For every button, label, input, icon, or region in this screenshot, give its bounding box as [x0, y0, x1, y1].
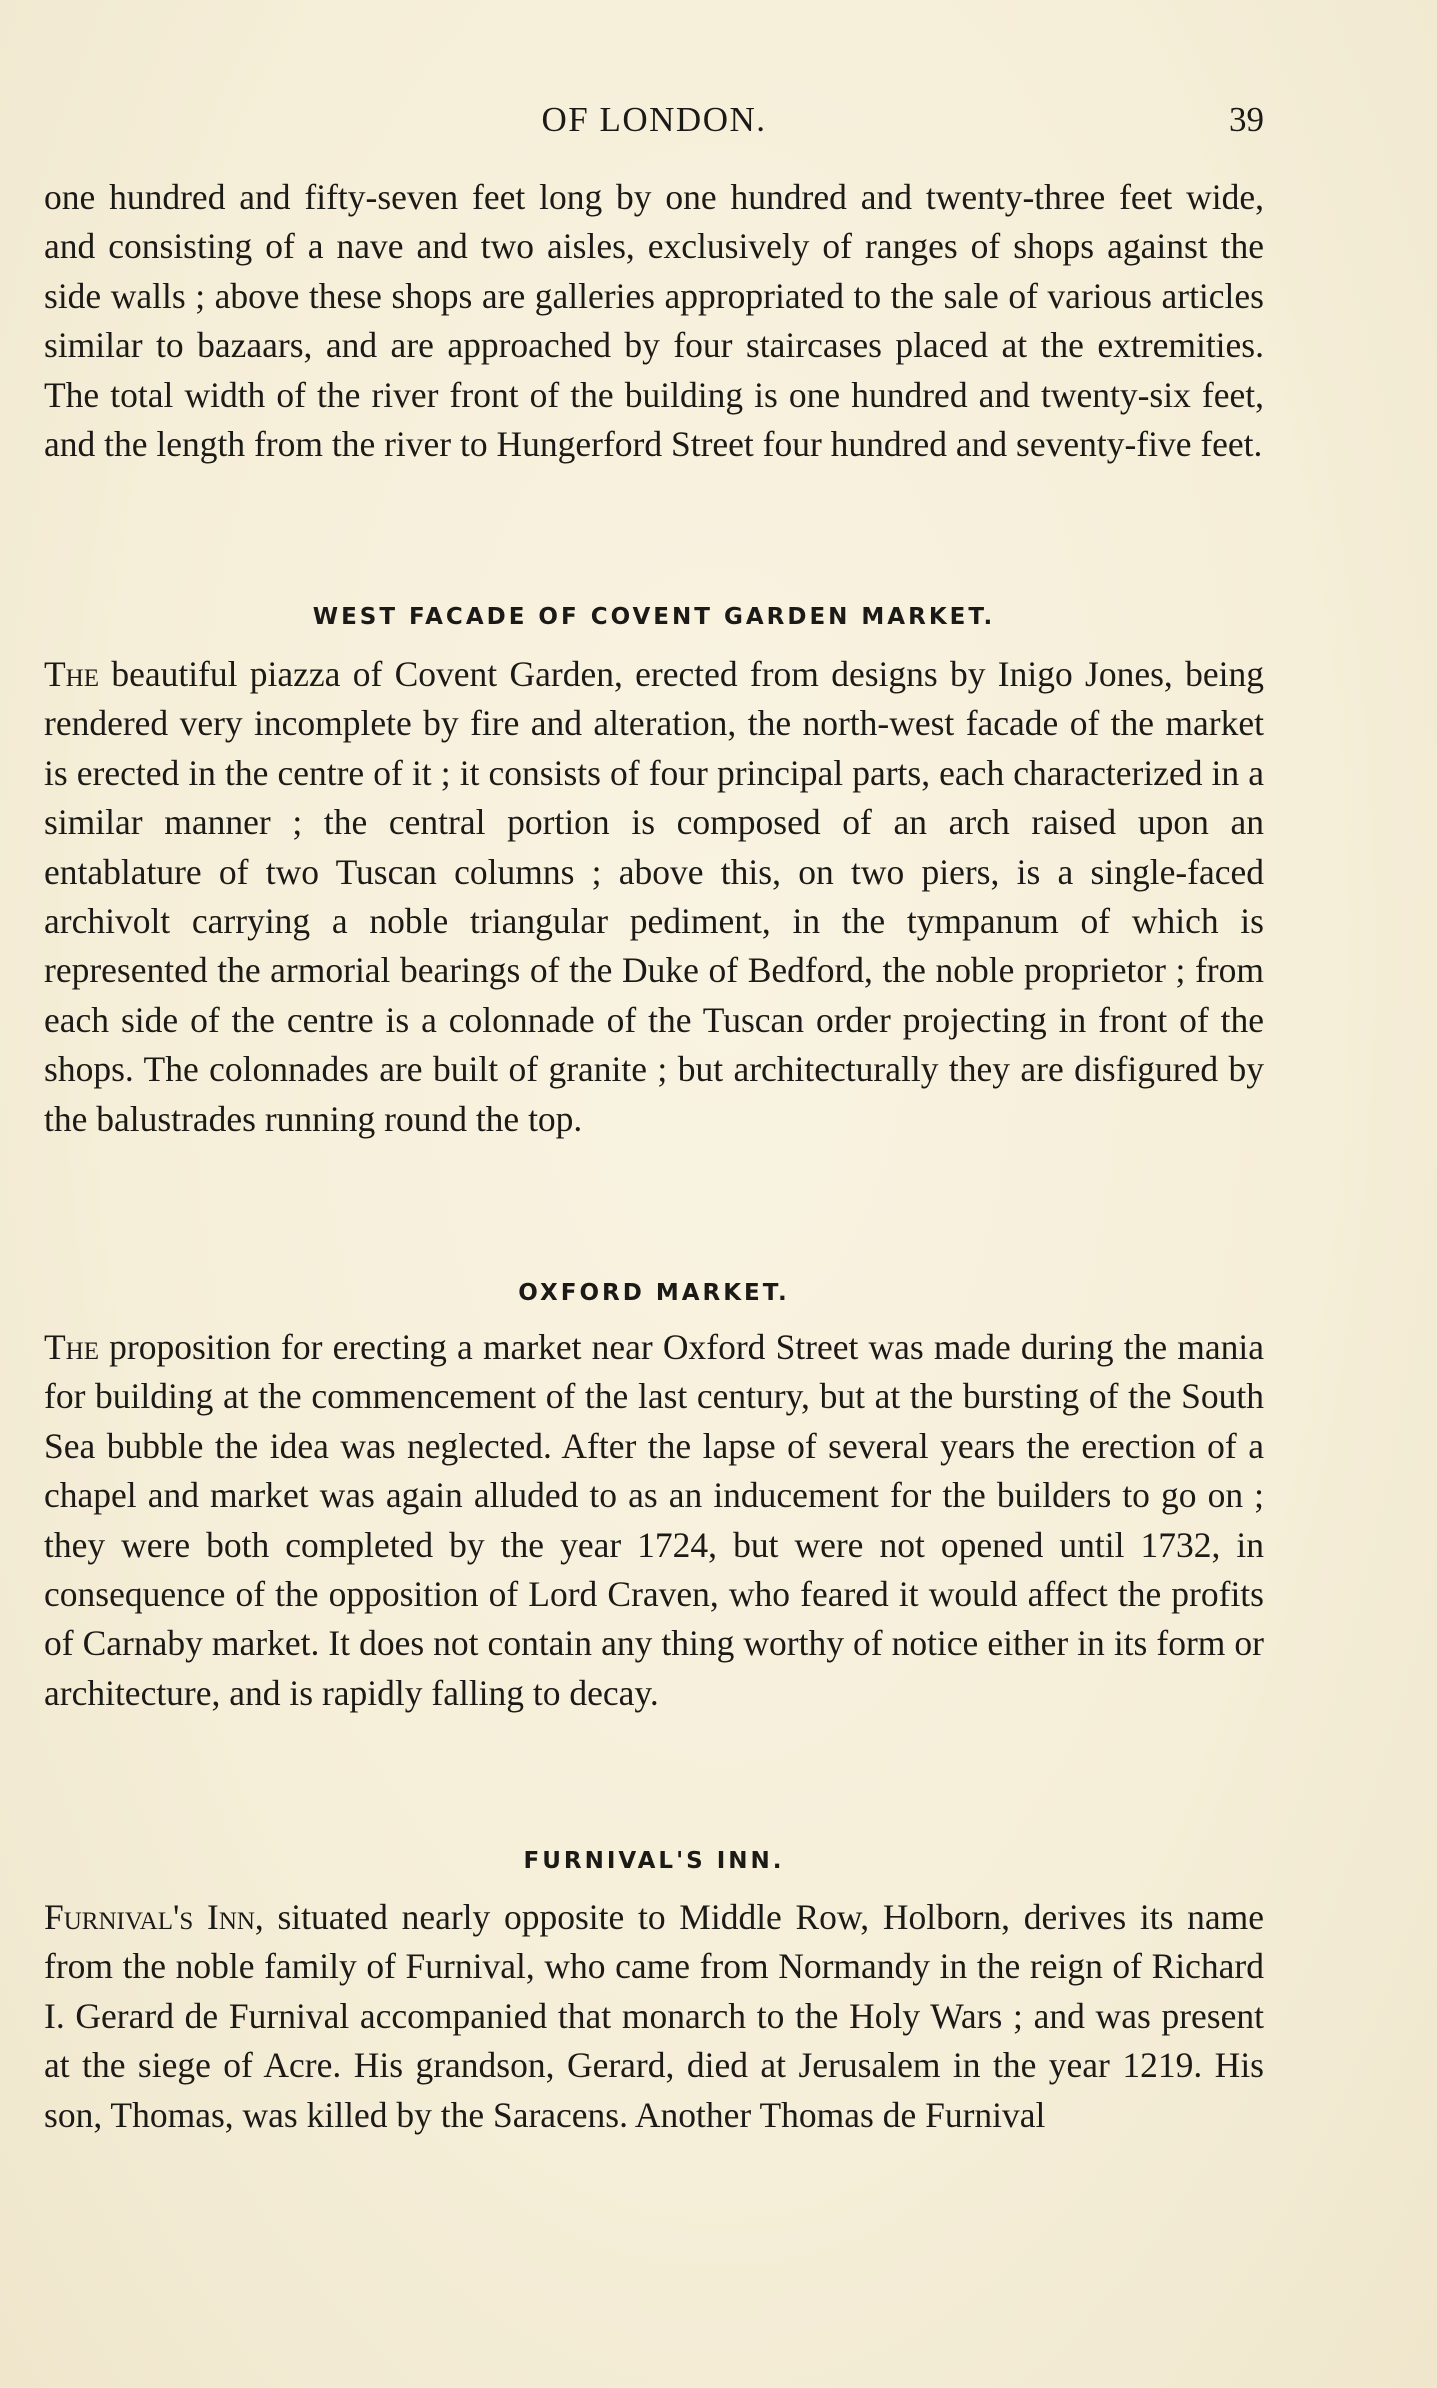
- furnivals-inn-paragraph: [44, 1893, 1264, 2140]
- paragraph-body: proposition for erecting a market near Oxford Street was made during the mania for building at the commencement of the last century, but at the bursting of the South Sea bubble the idea was neglected. After the lapse of several years the erection of a chapel and market was again alluded to as an inducement for the builders to go on ; they were both completed by the year 1724, but were not opened until 1732, in consequence of the opposition of Lord Craven, who feared it would affect the profits of Carnaby market. It does not contain any thing worthy of notice either in its form or architecture, and is rapidly falling to decay.: [44, 1327, 1264, 1713]
- oxford-market-section: [44, 1323, 1264, 1718]
- section-heading-oxford-market: OXFORD MARKET.: [518, 1280, 790, 1306]
- page-header: [44, 100, 1264, 150]
- paragraph-lead-word: Furnival's Inn,: [44, 1897, 264, 1937]
- running-title: OF LONDON.: [541, 100, 767, 139]
- covent-garden-paragraph: [44, 650, 1264, 1144]
- section-heading-furnivals-inn: FURNIVAL'S INN.: [523, 1848, 785, 1874]
- covent-garden-section: [44, 650, 1264, 1144]
- furnivals-inn-section: [44, 1893, 1264, 2140]
- paragraph-lead-word: The: [44, 1327, 100, 1367]
- oxford-market-paragraph: [44, 1323, 1264, 1718]
- paragraph-lead-word: The: [44, 654, 100, 694]
- paragraph-body: situated nearly opposite to Middle Row, Holborn, derives its name from the noble family of Furnival, who came from Normandy in the reign of Richard I. Gerard de Furnival accompanied that monarch to the Holy Wars ; and was present at the siege of Acre. His grandson, Gerard, died at Jerusalem in the year 1219. His son, Thomas, was killed by the Saracens. Another Thomas de Furnival: [44, 1897, 1264, 2135]
- paragraph-body: beautiful piazza of Covent Garden, erected from designs by Inigo Jones, being rendered very incomplete by fire and alteration, the north-west facade of the market is erected in the centre of it ; it consists of four principal parts, each characterized in a similar manner ; the central portion is composed of an arch raised upon an entablature of two Tuscan columns ; above this, on two piers, is a single-faced archivolt carrying a noble triangular pediment, in the tympanum of which is represented the armorial bearings of the Duke of Bedford, the noble proprietor ; from each side of the centre is a colonnade of the Tuscan order projecting in front of the shops. The colonnades are built of granite ; but architecturally they are disfigured by the balustrades running round the top.: [44, 654, 1264, 1139]
- page-number: 39: [1229, 100, 1264, 139]
- intro-paragraph: one hundred and fifty-seven feet long by one hundred and twenty-three feet wide, and consisting of a nave and two aisles, exclusively of ranges of shops against the side walls ; above these shops are galleries appropriated to the sale of various articles similar to bazaars, and are approached by four staircases placed at the extremities. The total width of the river front of the building is one hundred and twenty-six feet, and the length from the river to Hungerford Street four hundred and seventy-five feet.: [44, 177, 1264, 465]
- intro-paragraph-block: [44, 173, 1264, 469]
- section-heading-covent-garden: WEST FACADE OF COVENT GARDEN MARKET.: [312, 604, 996, 630]
